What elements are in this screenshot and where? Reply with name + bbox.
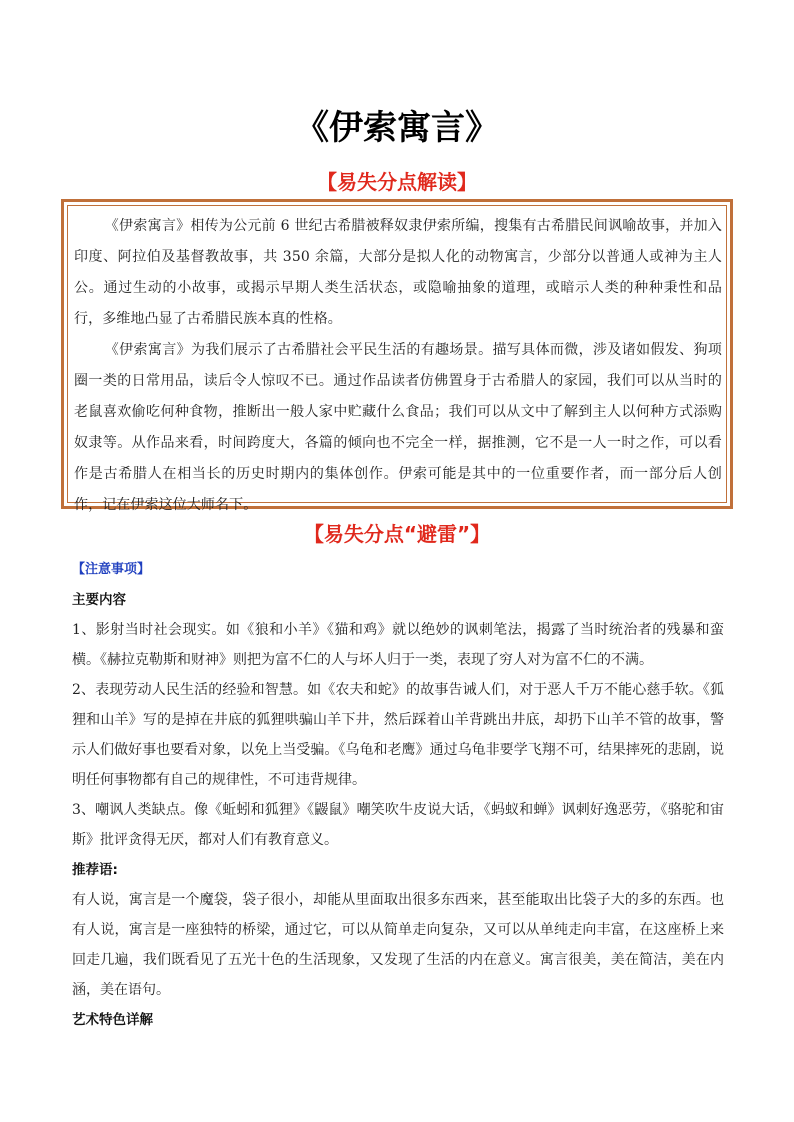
main-content-label: 主要内容 [72, 592, 126, 608]
recommend-label: 推荐语: [72, 862, 118, 878]
page-title: 《伊索寓言》 [295, 108, 499, 148]
note-tag: 【注意事项】 [72, 562, 151, 577]
section-heading-avoid-pitfalls: 【易失分点“避雷”】 [303, 522, 491, 546]
interpretation-box-inner [67, 205, 727, 513]
section-heading-interpretation: 【易失分点解读】 [317, 170, 477, 194]
list-item: 3、嘲讽人类缺点。像《蚯蚓和狐狸》《鼹鼠》嘲笑吹牛皮说大话，《蚂蚁和蝉》讽刺好逸恶劳，《骆驼和宙斯》批评贪得无厌，都对人们有教育意义。 [72, 802, 724, 848]
interpretation-paragraph-2: 《伊索寓言》为我们展示了古希腊社会平民生活的有趣场景。描写具体而微，涉及诸如假发、狗项圈一类的日常用品，读后令人惊叹不已。通过作品读者仿佛置身于古希腊人的家园，我们可以从当时的老鼠喜欢偷吃何种食物，推断出一般人家中贮藏什么食品；我们可以从文中了解到主人以何种方式添购奴隶等。从作品来看，时间跨度大，各篇的倾向也不完全一样，据推测，它不是一人一时之作，可以看作是古希腊人在相当长的历史时期内的集体创作。伊索可能是其中的一位重要作者，而一部分后人创作，记在伊索这位大师名下。 [74, 342, 722, 513]
list-item: 1、影射当时社会现实。如《狼和小羊》《猫和鸡》就以绝妙的讽刺笔法，揭露了当时统治者的残暴和蛮横。《赫拉克勒斯和财神》则把为富不仁的人与坏人归于一类，表现了穷人对为富不仁的不满。 [72, 622, 724, 668]
art-features-label: 艺术特色详解 [72, 1012, 153, 1028]
list-item: 2、表现劳动人民生活的经验和智慧。如《农夫和蛇》的故事告诫人们，对于恶人千万不能心慈手软。《狐狸和山羊》写的是掉在井底的狐狸哄骗山羊下井，然后踩着山羊背跳出井底，却扔下山羊不管的故事，警示人们做好事也要看对象，以免上当受骗。《乌龟和老鹰》通过乌龟非要学飞翔不可，结果摔死的悲剧，说明任何事物都有自己的规律性，不可违背规律。 [72, 682, 724, 788]
recommend-text: 有人说，寓言是一个魔袋，袋子很小，却能从里面取出很多东西来，甚至能取出比袋子大的多的东西。也有人说，寓言是一座独特的桥梁，通过它，可以从简单走向复杂，又可以从单纯走向丰富，在这座桥上来回走几遍，我们既看见了五光十色的生活现象，又发现了生活的内在意义。寓言很美，美在简洁，美在内涵，美在语句。 [72, 892, 724, 998]
interpretation-box [61, 199, 733, 513]
interpretation-paragraph-1: 《伊索寓言》相传为公元前 6 世纪古希腊被释奴隶伊索所编，搜集有古希腊民间讽喻故事，并加入印度、阿拉伯及基督教故事，共 350 余篇，大部分是拟人化的动物寓言，少部分以普通人或神为主人公。通过生动的小故事，或揭示早期人类生活状态，或隐喻抽象的道理，或暗示人类的种种秉性和品行，多维地凸显了古希腊民族本真的性格。 [74, 218, 722, 327]
notes-content [72, 555, 724, 1035]
